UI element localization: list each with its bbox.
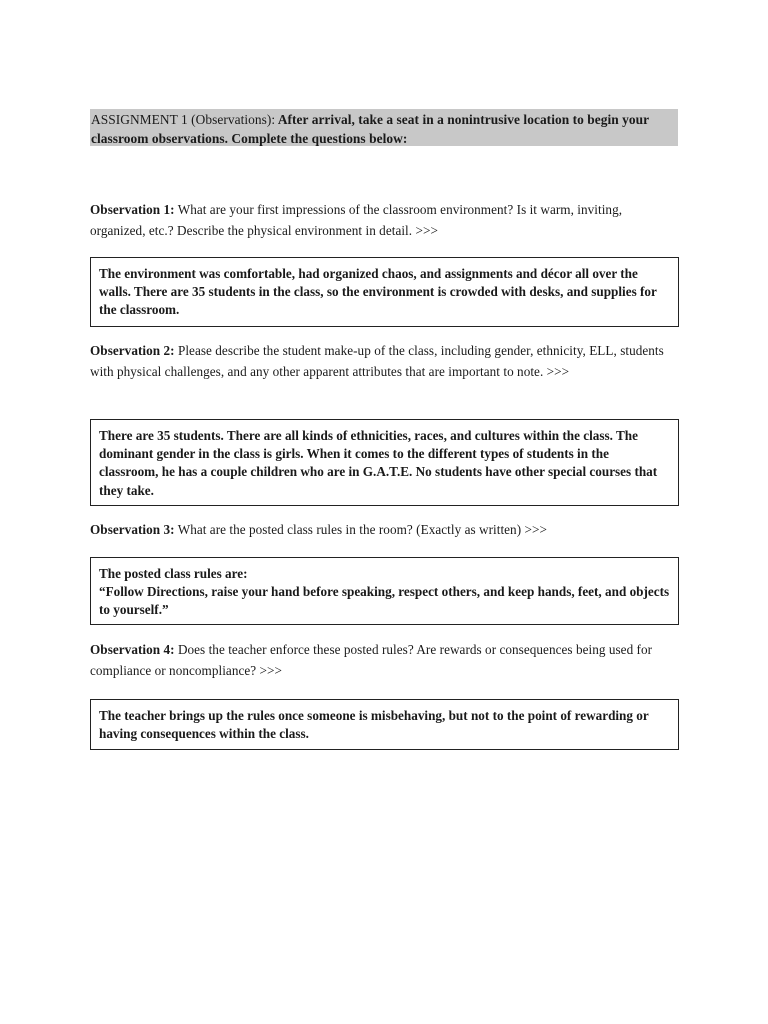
observation-1-question <box>90 200 680 241</box>
observation-2-answer-box <box>90 419 679 506</box>
assignment-instructions: After arrival, take a seat in a nonintrusive location to begin your classroom observations. Complete the questions below: <box>91 112 649 146</box>
observation-4-label: Observation 4: <box>90 642 175 657</box>
observation-3-answer-intro: The posted class rules are: <box>99 566 248 581</box>
observation-2-label: Observation 2: <box>90 343 175 358</box>
observation-1-label: Observation 1: <box>90 202 175 217</box>
observation-4-answer-box <box>90 699 679 750</box>
observation-2-answer: There are 35 students. There are all kinds of ethnicities, races, and cultures within the class. The dominant gender in the class is girls. When it comes to the different types of students in the classroom, he has a couple children who are in G.A.T.E. No students have other special courses that they take. <box>99 428 658 498</box>
observation-3-answer-rules: “Follow Directions, raise your hand before speaking, respect others, and keep hands, feet, and objects to yourself.” <box>99 584 670 618</box>
assignment-title: ASSIGNMENT 1 (Observations): <box>91 112 276 127</box>
observation-1-answer: The environment was comfortable, had organized chaos, and assignments and décor all over the walls. There are 35 students in the class, so the environment is crowded with desks, and supplies for the classroom. <box>99 266 657 318</box>
observation-3-answer-box <box>90 557 679 625</box>
observation-4-prompt: Does the teacher enforce these posted rules? Are rewards or consequences being used for compliance or noncompliance? >>> <box>90 642 653 678</box>
observation-4-question <box>90 640 680 681</box>
observation-1-prompt: What are your first impressions of the classroom environment? Is it warm, inviting, organized, etc.? Describe the physical environment in detail. >>> <box>90 202 623 238</box>
observation-2-question <box>90 341 680 382</box>
observation-3-question <box>90 520 680 541</box>
observation-3-prompt: What are the posted class rules in the room? (Exactly as written) >>> <box>174 522 547 537</box>
observation-1-answer-box <box>90 257 679 327</box>
observation-2-prompt: Please describe the student make-up of the class, including gender, ethnicity, ELL, students with physical challenges, and any other apparent attributes that are important to note. >>> <box>90 343 664 379</box>
observation-3-label: Observation 3: <box>90 522 175 537</box>
observation-4-answer: The teacher brings up the rules once someone is misbehaving, but not to the point of rewarding or having consequences within the class. <box>99 708 649 742</box>
assignment-header <box>90 109 678 146</box>
